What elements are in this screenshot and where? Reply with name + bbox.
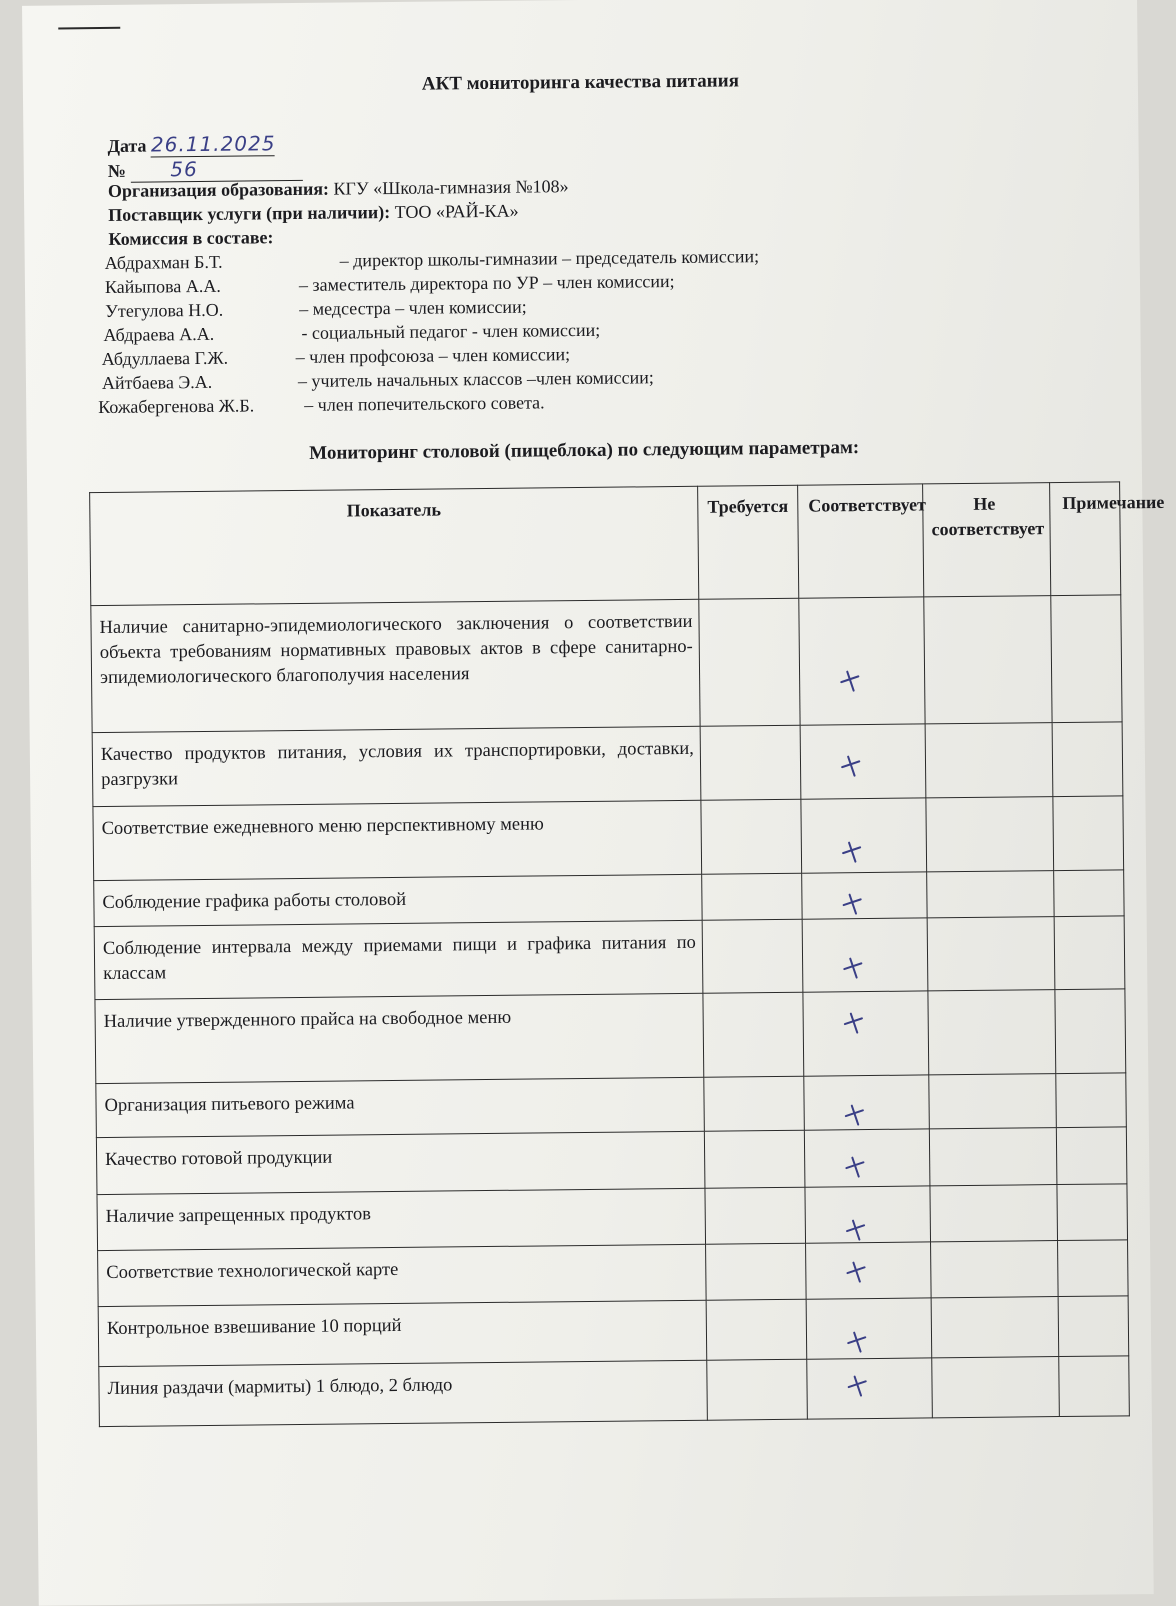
matches-cell bbox=[804, 1075, 930, 1130]
member-name: Абдуллаева Г.Ж. bbox=[101, 347, 229, 370]
plus-mark-icon bbox=[836, 750, 866, 780]
matches-cell bbox=[807, 1358, 933, 1419]
required-cell bbox=[701, 799, 802, 874]
commission-member bbox=[105, 296, 527, 322]
date-value: 26.11.2025 bbox=[150, 131, 276, 157]
note-cell bbox=[1059, 1356, 1130, 1417]
commission-member bbox=[101, 367, 654, 394]
commission-member bbox=[103, 319, 601, 346]
member-name: Кожабергенова Ж.Б. bbox=[98, 395, 255, 418]
table-row bbox=[91, 595, 1122, 733]
indicator-cell: Наличие утвержденного прайса на свободное меню bbox=[95, 993, 704, 1083]
plus-mark-icon bbox=[838, 952, 868, 982]
header-indicator: Показатель bbox=[90, 486, 699, 605]
member-name: Айтбаева Э.А. bbox=[101, 371, 213, 394]
matches-cell bbox=[800, 724, 926, 799]
not-matches-cell bbox=[929, 1128, 1057, 1186]
matches-cell bbox=[802, 918, 928, 992]
document-sheet bbox=[22, 0, 1165, 1606]
table-row bbox=[98, 1296, 1129, 1367]
plus-mark-icon bbox=[835, 665, 865, 695]
plus-mark-icon bbox=[841, 1214, 871, 1244]
required-cell bbox=[706, 1299, 807, 1360]
matches-cell bbox=[805, 1186, 931, 1243]
member-role: – член профсоюза – член комиссии; bbox=[295, 344, 571, 367]
note-cell bbox=[1057, 1184, 1128, 1241]
note-cell bbox=[1053, 796, 1124, 871]
note-cell bbox=[1056, 1073, 1127, 1128]
supplier-label: Поставщик услуги (при наличии): bbox=[108, 201, 391, 225]
commission-member bbox=[98, 392, 545, 418]
note-cell bbox=[1052, 722, 1123, 797]
note-cell bbox=[1055, 989, 1126, 1074]
indicator-cell: Соответствие ежедневного меню перспективному меню bbox=[93, 800, 702, 880]
matches-cell bbox=[802, 872, 927, 919]
monitoring-table bbox=[89, 481, 1165, 1427]
not-matches-cell bbox=[931, 1241, 1059, 1298]
member-name: Абдраева А.А. bbox=[103, 323, 215, 346]
not-matches-cell bbox=[925, 723, 1053, 798]
supplier-value: ТОО «РАЙ-КА» bbox=[394, 200, 519, 222]
matches-cell bbox=[804, 1129, 930, 1187]
indicator-cell: Соответствие технологической карте bbox=[98, 1244, 707, 1306]
number-label: № bbox=[107, 160, 126, 181]
monitoring-subtitle: Мониторинг столовой (пищеблока) по следующим параметрам: bbox=[309, 437, 860, 464]
not-matches-cell bbox=[926, 797, 1054, 872]
date-label: Дата bbox=[107, 135, 147, 156]
not-matches-cell bbox=[932, 1357, 1060, 1418]
plus-mark-icon bbox=[841, 1256, 871, 1286]
not-matches-cell bbox=[931, 1297, 1059, 1358]
plus-mark-icon bbox=[840, 1151, 870, 1181]
header-not-matches: Не соответствует bbox=[923, 483, 1051, 597]
matches-cell bbox=[803, 991, 929, 1076]
number-value: 56 bbox=[130, 156, 302, 183]
note-cell bbox=[1058, 1296, 1129, 1357]
not-matches-cell bbox=[927, 917, 1055, 991]
required-cell bbox=[704, 1076, 805, 1131]
organization-value: КГУ «Школа-гимназия №108» bbox=[333, 176, 569, 199]
plus-mark-icon bbox=[839, 1099, 869, 1129]
indicator-cell: Наличие запрещенных продуктов bbox=[97, 1188, 706, 1250]
required-cell bbox=[707, 1359, 808, 1420]
table-row bbox=[96, 1127, 1127, 1195]
not-matches-cell bbox=[930, 1185, 1058, 1242]
note-cell bbox=[1054, 916, 1125, 990]
member-name: Абдрахман Б.Т. bbox=[104, 251, 223, 273]
commission-label: Комиссия в составе: bbox=[108, 227, 274, 249]
plus-mark-icon bbox=[842, 1326, 872, 1356]
matches-cell bbox=[801, 798, 927, 873]
date-line bbox=[107, 131, 275, 158]
plus-mark-icon bbox=[839, 1007, 869, 1037]
note-cell bbox=[1056, 1127, 1127, 1185]
required-cell bbox=[700, 725, 801, 800]
note-cell bbox=[1058, 1240, 1129, 1297]
plus-mark-icon bbox=[837, 888, 867, 918]
indicator-cell: Организация питьевого режима bbox=[96, 1077, 705, 1137]
organization-label: Организация образования: bbox=[107, 178, 330, 201]
commission-member bbox=[104, 246, 760, 274]
indicator-cell: Соблюдение графика работы столовой bbox=[94, 874, 702, 926]
member-role: - социальный педагог - член комиссии; bbox=[301, 319, 601, 343]
indicator-cell: Соблюдение интервала между приемами пищи и графика питания по классам bbox=[94, 920, 703, 999]
required-cell bbox=[706, 1243, 807, 1300]
commission-member bbox=[104, 271, 675, 298]
matches-cell bbox=[799, 597, 925, 725]
table-row bbox=[93, 796, 1124, 881]
note-cell bbox=[1054, 870, 1124, 917]
table-row bbox=[95, 989, 1126, 1084]
required-cell bbox=[702, 873, 802, 920]
table-row bbox=[99, 1356, 1130, 1427]
commission-member bbox=[101, 344, 571, 370]
not-matches-cell bbox=[929, 1074, 1057, 1129]
document-title: АКТ мониторинга качества питания bbox=[421, 70, 740, 95]
member-role: – директор школы-гимназии – председатель комиссии; bbox=[339, 246, 760, 271]
member-name: Утегулова Н.О. bbox=[105, 299, 224, 321]
corner-pen-mark bbox=[58, 27, 120, 30]
required-cell bbox=[703, 992, 804, 1077]
required-cell bbox=[699, 598, 800, 726]
required-cell bbox=[704, 1130, 805, 1188]
not-matches-cell bbox=[928, 990, 1056, 1075]
organization-line bbox=[108, 176, 569, 202]
member-role: – учитель начальных классов –член комиссии; bbox=[297, 367, 654, 391]
indicator-cell: Линия раздачи (мармиты) 1 блюдо, 2 блюдо bbox=[99, 1360, 708, 1426]
plus-mark-icon bbox=[837, 836, 867, 866]
commission-line bbox=[108, 227, 273, 250]
member-role: – заместитель директора по УР – член комиссии; bbox=[298, 271, 675, 295]
indicator-cell: Контрольное взвешивание 10 порций bbox=[98, 1300, 707, 1366]
indicator-cell: Наличие санитарно-эпидемиологического заключения о соответствии объекта требованиям нормативных правовых актов в сфере санитарно-эпидемиологического благополучия населения bbox=[91, 599, 700, 732]
supplier-line bbox=[108, 201, 519, 226]
table-row bbox=[92, 722, 1123, 807]
table-header-row bbox=[90, 482, 1121, 606]
indicator-cell: Качество продуктов питания, условия их транспортировки, доставки, разгрузки bbox=[92, 726, 701, 806]
required-cell bbox=[705, 1187, 806, 1244]
header-matches: Соответствует bbox=[798, 484, 924, 598]
matches-cell bbox=[806, 1242, 932, 1299]
member-role: – медсестра – член комиссии; bbox=[299, 296, 527, 319]
note-cell bbox=[1051, 595, 1122, 723]
plus-mark-icon bbox=[842, 1370, 872, 1400]
matches-cell bbox=[806, 1298, 932, 1359]
indicator-cell: Качество готовой продукции bbox=[96, 1131, 705, 1194]
required-cell bbox=[702, 919, 803, 993]
member-name: Кайыпова А.А. bbox=[104, 275, 221, 297]
not-matches-cell bbox=[924, 596, 1052, 724]
table-row bbox=[94, 916, 1125, 1000]
header-required: Требуется bbox=[698, 485, 799, 599]
member-role: – член попечительского совета. bbox=[304, 392, 545, 415]
header-note: Примечание bbox=[1050, 482, 1121, 596]
not-matches-cell bbox=[927, 871, 1054, 918]
